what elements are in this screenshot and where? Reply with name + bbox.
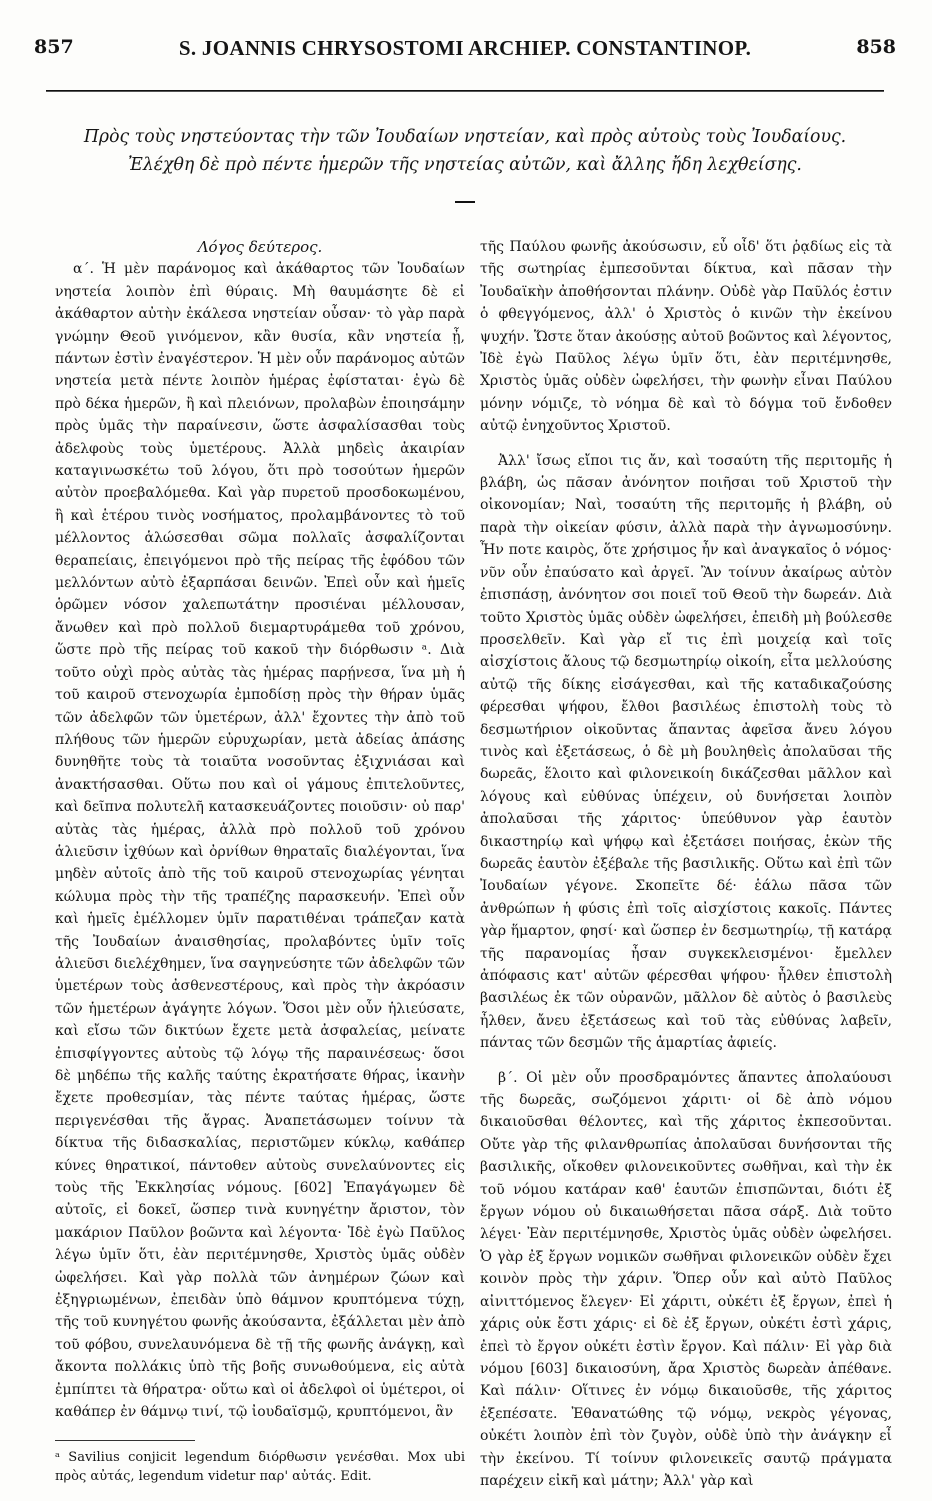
paragraph: τῆς Παύλου φωνῆς ἀκούσωσιν, εὖ οἶδ' ὅτι ῥᾳδίως εἰς τὰ τῆς σωτηρίας ἐμπεσοῦνται δίκτυα, καὶ πᾶσαν τὴν Ἰουδαϊκὴν ἀποθήσονται πλάνην. Οὐδὲ γὰρ Παῦλός ἐστιν ὁ φθεγγόμενος, ἀλλ' ὁ Χριστὸς ὁ κινῶν τὴν ἐκείνου ψυχήν. Ὥστε ὅταν ἀκούσῃς αὐτοῦ βοῶντος καὶ λέγοντος, Ἰδὲ ἐγὼ Παῦλος λέγω ὑμῖν ὅτι, ἐὰν περιτέμνησθε, Χριστὸς ὑμᾶς οὐδὲν ὠφελήσει, τὴν φωνὴν εἶναι Παύλου μόνην νόμιζε, τὸ νόημα δὲ καὶ τὸ δόγμα τοῦ ἔνδοθεν αὐτῷ ἐνηχοῦντος Χριστοῦ. <box>480 239 892 435</box>
section-divider <box>455 201 475 203</box>
paragraph: β΄. Οἱ μὲν οὖν προσδραμόντες ἅπαντες ἀπολαύουσι τῆς δωρεᾶς, σωζόμενοι χάριτι· οἱ δὲ ἀπὸ νόμου δικαιοῦσθαι θέλοντες, καὶ τῆς χάριτος ἐκπεσοῦνται. Οὔτε γὰρ τῆς φιλανθρωπίας ἀπολαῦσαι δυνήσονται τῆς βασιλικῆς, οἴκοθεν φιλονεικοῦντες σωθῆναι, καὶ τὴν ἐκ τοῦ νόμου κατάραν καθ' ἑαυτῶν ἐπισπῶνται, διότι ἐξ ἔργων νόμου οὐ δικαιωθήσεται πᾶσα σάρξ. Διὰ τοῦτο λέγει· Ἐὰν περιτέμνησθε, Χριστὸς ὑμᾶς οὐδὲν ὠφελήσει. Ὁ γὰρ ἐξ ἔργων νομικῶν σωθῆναι φιλονεικῶν οὐδὲν ἔχει κοινὸν πρὸς τὴν χάριν. Ὅπερ οὖν καὶ αὐτὸ Παῦλος αἰνιττόμενος ἔλεγεν· Εἰ χάριτι, οὐκέτι ἐξ ἔργων, ἐπεὶ ἡ χάρις οὐκ ἔστι χάρις· εἰ δὲ ἐξ ἔργων, οὐκέτι ἐστὶ χάρις, ἐπεὶ τὸ ἔργον οὐκέτι ἐστὶν ἔργον. Καὶ πάλιν· Εἰ γὰρ διὰ νόμου [603] δικαιοσύνη, ἄρα Χριστὸς δωρεὰν ἀπέθανε. Καὶ πάλιν· Οἵτινες ἐν νόμῳ δικαιοῦσθε, τῆς χάριτος ἐξεπέσατε. Ἐθανατώθης τῷ νόμῳ, νεκρὸς γέγονας, οὐκέτι λοιπὸν ἐπὶ τὸν ζυγὸν, οὐδὲ ὑπὸ τὴν ἀνάγκην εἶ τὴν ἐκείνου. Τί τοίνυν φιλονεικεῖς σαυτῷ πράγματα παρέχειν εἰκῆ καὶ μάτην; Ἀλλ' γὰρ καὶ <box>480 1069 892 1489</box>
paragraph: Ἀλλ' ἴσως εἴποι τις ἄν, καὶ τοσαύτη τῆς περιτομῆς ἡ βλάβη, ὡς πᾶσαν ἀνόνητον ποιῆσαι τοῦ Χριστοῦ τὴν οἰκονομίαν; Ναὶ, τοσαύτη τῆς περιτομῆς ἡ βλάβη, οὐ παρὰ τὴν οἰκείαν φύσιν, ἀλλὰ παρὰ τὴν ἀγνωμοσύνην. Ἦν ποτε καιρὸς, ὅτε χρήσιμος ἦν καὶ ἀναγκαῖος ὁ νόμος· νῦν οὖν ἐπαύσατο καὶ ἀργεῖ. Ἂν τοίνυν ἀκαίρως αὐτὸν ἐπισπάσῃ, ἀνόνητον σοι ποιεῖ τοῦ Θεοῦ τὴν δωρεάν. Διὰ τοῦτο Χριστὸς ὑμᾶς οὐδὲν ὠφελήσει, ἐπειδὴ μὴ βούλεσθε προσελθεῖν. Καὶ γὰρ εἴ τις ἐπὶ μοιχείᾳ καὶ τοῖς αἰσχίστοις ἄλους τῷ δεσμωτηρίῳ οἰκοίη, εἶτα μελλούσης αὐτῷ τῆς δίκης εἰσάγεσθαι, καὶ τῆς καταδικαζούσης φέρεσθαι ψήφου, ἔλθοι βασιλέως ἐπιστολὴ τοὺς τὸ δεσμωτήριον οἰκοῦντας ἅπαντας ἀφεῖσα ἄνευ λόγου τινὸς καὶ ἐξετάσεως, ὁ δὲ μὴ βουληθεὶς ἀπολαῦσαι τῆς δωρεᾶς, ἕλοιτο καὶ φιλονεικοίη δικάζεσθαι μᾶλλον καὶ λόγους καὶ εὐθύνας ὑπέχειν, οὐ δυνήσεται λοιπὸν ἀπολαῦσαι τῆς χάριτος· ὑπεύθυνον γὰρ ἑαυτὸν δικαστηρίῳ καὶ ψήφῳ καὶ ἐξετάσει ποιήσας, ἑκὼν τῆς δωρεᾶς ἑαυτὸν ἐξέβαλε τῆς βασιλικῆς. Οὕτω καὶ ἐπὶ τῶν Ἰουδαίων γέγονε. Σκοπεῖτε δέ· ἑάλω πᾶσα τῶν ἀνθρώπων ἡ φύσις ἐπὶ τοῖς αἰσχίστοις κακοῖς. Πάντες γὰρ ἥμαρτον, φησί· καὶ ὥσπερ ἐν δεσμωτηρίῳ, τῇ κατάρᾳ τῆς παρανομίας ἦσαν συγκεκλεισμένοι· ἔμελλεν ἀπόφασις κατ' αὐτῶν φέρεσθαι ψήφου· ἦλθεν ἐπιστολὴ βασιλέως ἐκ τῶν οὐρανῶν, μᾶλλον δὲ αὐτὸς ὁ βασιλεὺς ἦλθεν, ἄνευ ἐξετάσεως καὶ τοῦ τὰς εὐθύνας λαβεῖν, πάντας τῶν δεσμῶν τῆς ἁμαρτίας ἀφιείς. <box>480 452 892 1052</box>
paragraph: α΄. Ἡ μὲν παράνομος καὶ ἀκάθαρτος τῶν Ἰουδαίων νηστεία λοιπὸν ἐπὶ θύραις. Μὴ θαυμάσητε δὲ εἰ ἀκάθαρτον αὐτὴν ἐκάλεσα νηστείαν οὖσαν· τὸ γὰρ παρὰ γνώμην Θεοῦ γινόμενον, κἂν θυσία, κἂν νηστεία ᾖ, πάντων ἐστὶν ἐναγέστερον. Ἡ μὲν οὖν παράνομος αὐτῶν νηστεία μετὰ πέντε λοιπὸν ἡμέρας ἐφίσταται· ἐγὼ δὲ πρὸ δέκα ἡμερῶν, ἢ καὶ πλειόνων, προλαβὼν ἐποιησάμην πρὸς ὑμᾶς τὴν παραίνεσιν, ὥστε ἀσφαλίσασθαι τοὺς ἀδελφοὺς τοὺς ὑμετέρους. Ἀλλὰ μηδεὶς ἀκαιρίαν καταγινωσκέτω τοῦ λόγου, ὅτι πρὸ τοσούτων ἡμερῶν αὐτὸν προεβαλόμεθα. Καὶ γὰρ πυρετοῦ προσδοκωμένου, ἢ καὶ ἑτέρου τινὸς νοσήματος, προλαμβάνοντες τὸ τοῦ μέλλοντος ἁλώσεσθαι σῶμα πολλαῖς ἀσφαλίζονται θεραπείαις, ἐπειγόμενοι πρὸ τῆς πείρας τῆς ἐφόδου τῶν μελλόντων αὐτὸ ἐξαρπάσαι δεινῶν. Ἐπεὶ οὖν καὶ ἡμεῖς ὁρῶμεν νόσον χαλεπωτάτην προσιέναι μέλλουσαν, ἄνωθεν καὶ πρὸ πολλοῦ διεμαρτυράμεθα τοῦ χρόνου, ὥστε πρὸ τῆς πείρας τοῦ κακοῦ τὴν διόρθωσιν ᵃ. Διὰ τοῦτο οὐχὶ πρὸς αὐτὰς τὰς ἡμέρας παρῄνεσα, ἵνα μὴ ἡ τοῦ καιροῦ στενοχωρία ἐμποδίσῃ πρὸς τὴν θήραν ὑμᾶς τῶν ἀδελφῶν τῶν ὑμετέρων, ἀλλ' ἔχοντες τὴν ἀπὸ τοῦ πλήθους τῶν ἡμερῶν εὐρυχωρίαν, μετὰ ἀδείας ἁπάσης δυνηθῆτε τοὺς τὰ τοιαῦτα νοσοῦντας ἐξιχνιάσαι καὶ ἀνακτήσασθαι. Οὕτω που καὶ οἱ γάμους ἐπιτελοῦντες, καὶ δεῖπνα πολυτελῆ κατασκευάζοντες ποιοῦσιν· οὐ παρ' αὐτὰς τὰς ἡμέρας, ἀλλὰ πρὸ πολλοῦ τοῦ χρόνου ἁλιεῦσιν ἰχθύων καὶ ὀρνίθων θηραταῖς διαλέγονται, ἵνα μηδὲν αὐτοῖς ἀπὸ τῆς τοῦ καιροῦ στενοχωρίας γένηται κώλυμα πρὸς τὴν τῆς τραπέζης παρασκευήν. Ἐπεὶ οὖν καὶ ἡμεῖς ἐμέλλομεν ὑμῖν παρατιθέναι τράπεζαν κατὰ τῆς Ἰουδαίων ἀναισθησίας, προλαβόντες ὑμῖν τοῖς ἁλιεῦσι διελέχθημεν, ἵνα σαγηνεύσητε τῶν ἀδελφῶν τῶν ὑμετέρων τοὺς ἀσθενεστέρους, καὶ πρὸς τὴν ἀκρόασιν τῶν ἡμετέρων ἀγάγητε λόγων. Ὅσοι μὲν οὖν ἡλιεύσατε, καὶ εἴσω τῶν δικτύων ἔχετε μετὰ ἀσφαλείας, μείνατε ἐπισφίγγοντες αὐτοὺς τῷ λόγῳ τῆς παραινέσεως· ὅσοι δὲ μηδέπω τῆς καλῆς ταύτης ἐκρατήσατε θήρας, ἱκανὴν ἔχετε προθεσμίαν, τὰς πέντε ταύτας ἡμέρας, ὥστε περιγενέσθαι τῆς ἄγρας. Ἀναπετάσωμεν τοίνυν τὰ δίκτυα τῆς διδασκαλίας, περιστῶμεν κύκλῳ, καθάπερ κύνες θηρατικοί, πάντοθεν αὐτοὺς συνελαύνοντες εἰς τοὺς τῆς Ἐκκλησίας νόμους. [602] Ἐπαγάγωμεν δὲ αὐτοῖς, εἰ δοκεῖ, ὥσπερ τινὰ κυνηγέτην ἄριστον, τὸν μακάριον Παῦλον βοῶντα καὶ λέγοντα· Ἰδὲ ἐγὼ Παῦλος λέγω ὑμῖν ὅτι, ἐὰν περιτέμνησθε, Χριστὸς ὑμᾶς οὐδὲν ὠφελήσει. Καὶ γὰρ πολλὰ τῶν ἀνημέρων ζώων καὶ ἐξηγριωμένων, ἐπειδὰν ὑπὸ θάμνον κρυπτόμενα τύχῃ, τῆς τοῦ κυνηγέτου φωνῆς ἀκούσαντα, ἐξάλλεται μὲν ἀπὸ τοῦ φόβου, συνελαυνόμενα δὲ τῇ τῆς φωνῆς ἀνάγκῃ, καὶ ἄκοντα πολλάκις ὑπὸ τῆς βοῆς συνωθούμενα, εἰς αὐτὰ ἐμπίπτει τὰ θήρατρα· οὕτω καὶ οἱ ἀδελφοὶ οἱ ὑμέτεροι, οἱ καθάπερ ἐν θάμνῳ τινί, τῷ ἰουδαϊσμῷ, κρυπτόμενοι, ἂν <box>55 261 465 1421</box>
running-header <box>34 36 896 66</box>
footnote-rule <box>55 1440 195 1441</box>
page-number-right: 858 <box>856 36 896 58</box>
footnote: ᵃ Savilius conjicit legendum διόρθωσιν γενέσθαι. Mox ubi πρὸς αὐτάς, legendum videtur παρ' αὐτάς. Edit. <box>55 1450 465 1484</box>
sermon-heading: Πρὸς τοὺς νηστεύοντας τὴν τῶν Ἰουδαίων νηστείαν, καὶ πρὸς αὐτοὺς τοὺς Ἰουδαίους. Ἐλέχθη δὲ πρὸ πέντε ἡμερῶν τῆς νηστείας αὐτῶν, καὶ ἄλλης ἤδη λεχθείσης. <box>83 127 847 175</box>
header-rule <box>46 90 884 91</box>
page-number-left: 857 <box>34 36 74 58</box>
running-title: S. JOANNIS CHRYSOSTOMI ARCHIEP. CONSTANTINOP. <box>178 36 752 60</box>
sermon-title: Λόγος δεύτερος. <box>197 238 323 256</box>
right-column <box>480 236 892 1492</box>
left-column <box>55 236 465 1424</box>
